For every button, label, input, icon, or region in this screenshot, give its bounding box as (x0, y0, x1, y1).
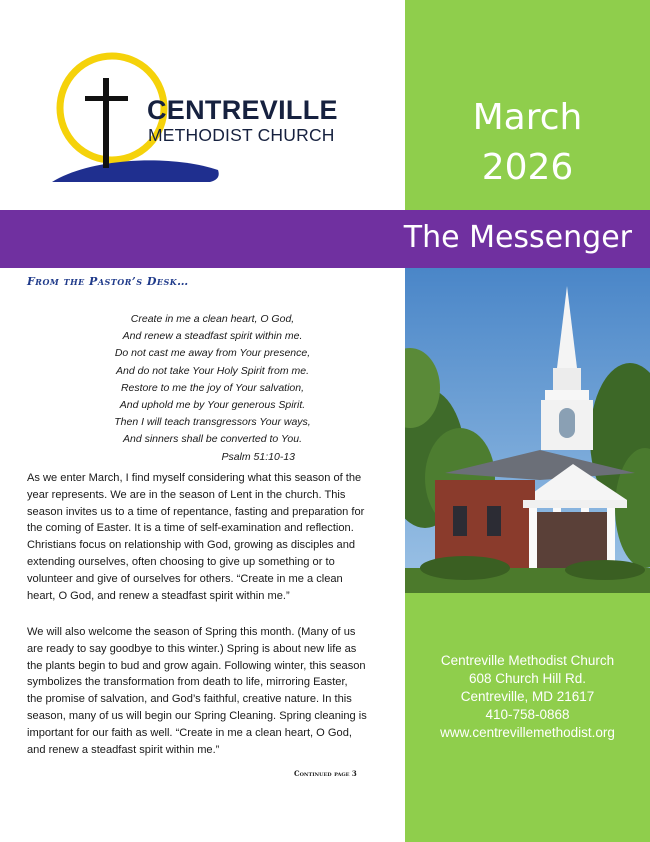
paragraph-line: and renew a steadfast spirit within me.” (27, 743, 220, 756)
newsletter-title: The Messenger (403, 220, 632, 255)
psalm-reference: Psalm 51:10-13 (221, 450, 295, 463)
paragraph-line: We will also welcome the season of Spring this month. (Many of us (27, 626, 356, 638)
poem-line: Do not cast me away from Your presence, (114, 347, 311, 360)
continued-note: Continued page 3 (294, 769, 357, 778)
paragraph-line: the plants begin to bud and grow again. Following winter, this season (27, 659, 366, 672)
paragraph-line: As we enter March, I find myself considering what this season of the (27, 472, 362, 484)
issue-year: 2026 (481, 147, 574, 188)
church-photo (405, 268, 650, 593)
church-website[interactable]: www.centrevillemethodist.org (440, 725, 615, 740)
logo-name-line1: CENTREVILLE (147, 95, 338, 125)
paragraph-lent (27, 470, 392, 604)
paragraph-line: Christians focus on relationship with God, growing as disciples and (27, 539, 356, 552)
issue-month: March (472, 97, 583, 138)
church-phone: 410-758-0868 (485, 707, 570, 722)
paragraph-line: season, many of us will begin our Spring Cleaning. Spring cleaning is (27, 709, 367, 722)
paragraph-line: extending ourselves, often choosing to give up something or to (27, 555, 335, 568)
paragraph-line: symbolizes the transformation from death to life, mirroring Easter, (27, 676, 348, 689)
poem-line: And uphold me by Your generous Spirit. (119, 399, 306, 412)
paragraph-line: the coming of Easter. It is a time of self-examination and reflection. (27, 522, 354, 535)
poem-line: Create in me a clean heart, O God, (130, 313, 295, 325)
paragraph-line: the promise of salvation, and God’s faithful, creative nature. In this (27, 693, 352, 706)
church-name: Centreville Methodist Church (440, 653, 615, 668)
poem-line: And do not take Your Holy Spirit from me. (116, 364, 309, 377)
paragraph-line: year represents. We are in the season of Lent in the church. This (27, 488, 346, 501)
title-band (0, 210, 650, 268)
church-city: Centreville, MD 21617 (460, 689, 595, 704)
paragraph-line: season invites us to a time of repentance, fasting and preparation for (27, 505, 365, 518)
contact-panel (405, 593, 650, 842)
church-address (405, 652, 650, 742)
poem-line: Restore to me the joy of Your salvation, (120, 381, 305, 394)
paragraph-spring (27, 624, 392, 758)
paragraph-line: volunteer and give of ourselves for others. “Create in me a clean (27, 572, 343, 585)
paragraph-line: important for our faith as well. “Create in me a clean heart, O God, (27, 726, 352, 739)
poem-line: And renew a steadfast spirit within me. (122, 330, 303, 343)
logo-name-line2: METHODIST CHURCH (148, 125, 335, 145)
issue-date-panel (405, 0, 650, 210)
poem-line: Then I will teach transgressors Your ways, (114, 416, 311, 429)
pastor-heading: From the Pastor’s Desk… (27, 275, 189, 288)
paragraph-line: are ready to say goodbye to this winter.) Spring is about new life as (27, 642, 357, 655)
paragraph-line: heart, O God, and renew a steadfast spirit within me.” (27, 589, 290, 602)
poem-line: And sinners shall be converted to You. (122, 433, 302, 446)
church-street: 608 Church Hill Rd. (468, 671, 587, 686)
psalm-poem (40, 311, 385, 466)
